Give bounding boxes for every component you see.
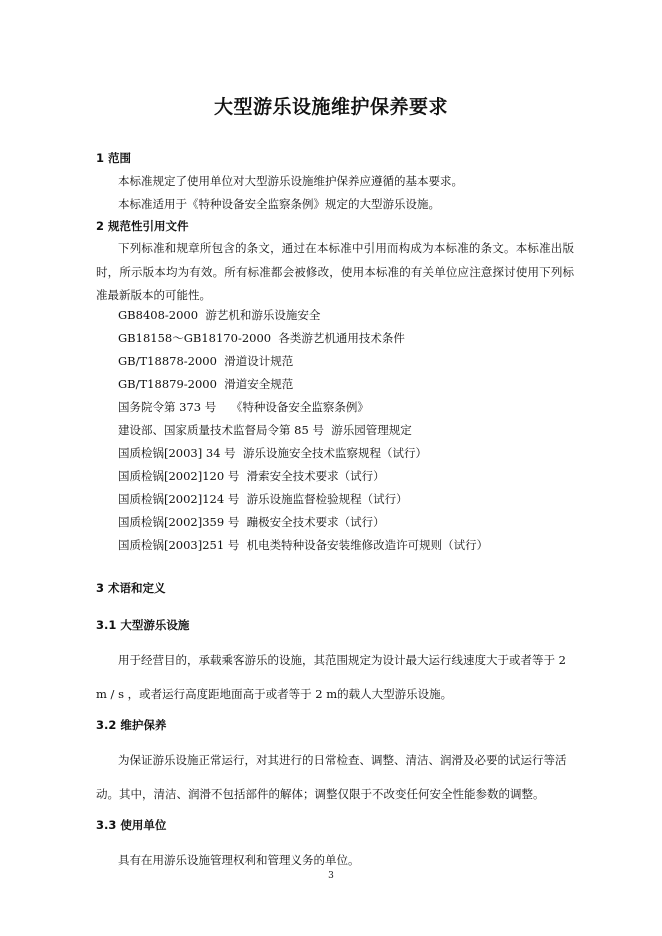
section-3-2-line-2: 动。其中，清洁、润滑不包括部件的解体；调整仅限于不改变任何安全性能参数的调整。	[96, 787, 545, 801]
section-3-3-heading: 3.3 使用单位	[96, 818, 167, 832]
reference-item: 国质检锅[2003] 34 号 游乐设施安全技术监察规程（试行）	[118, 446, 427, 460]
section-1-line-2: 本标准适用于《特种设备安全监察条例》规定的大型游乐设施。	[118, 197, 440, 211]
reference-item: GB/T18878-2000 滑道设计规范	[118, 354, 294, 368]
reference-item: 国质检锅[2003]251 号 机电类特种设备安装维修改造许可规则（试行）	[118, 538, 489, 552]
reference-item: 国质检锅[2002]124 号 游乐设施监督检验规程（试行）	[118, 492, 408, 506]
section-3-heading: 3 术语和定义	[96, 581, 166, 595]
reference-item: 国质检锅[2002]120 号 滑索安全技术要求（试行）	[118, 469, 385, 483]
reference-item: GB18158～GB18170-2000 各类游艺机通用技术条件	[118, 331, 405, 345]
section-2-heading: 2 规范性引用文件	[96, 219, 189, 233]
section-3-1-line-1: 用于经营目的，承载乘客游乐的设施，其范围规定为设计最大运行线速度大于或者等于 2	[118, 653, 566, 667]
section-3-1-heading: 3.1 大型游乐设施	[96, 618, 190, 632]
section-3-2-heading: 3.2 维护保养	[96, 718, 167, 732]
section-3-1-line-2: m / s ，或者运行高度距地面高于或者等于 2 m的载人大型游乐设施。	[96, 687, 453, 701]
section-3-2-line-1: 为保证游乐设施正常运行，对其进行的日常检查、调整、清洁、润滑及必要的试运行等活	[118, 753, 567, 767]
section-1-line-1: 本标准规定了使用单位对大型游乐设施维护保养应遵循的基本要求。	[118, 174, 463, 188]
section-3-3-line-1: 具有在用游乐设施管理权利和管理义务的单位。	[118, 853, 360, 867]
reference-item: 国质检锅[2002]359 号 蹦极安全技术要求（试行）	[118, 515, 385, 529]
section-2-intro: 下列标准和规章所包含的条文，通过在本标准中引用而构成为本标准的条文。本标准出版时，所示版本均为有效。所有标准都会被修改，使用本标准的有关单位应注意探讨使用下列标准最新版本的可能性。	[96, 241, 574, 302]
reference-item: 国务院令第 373 号 《特种设备安全监察条例》	[118, 400, 369, 414]
reference-item: GB/T18879-2000 滑道安全规范	[118, 377, 294, 391]
page-number: 3	[328, 871, 334, 881]
reference-item: 建设部、国家质量技术监督局令第 85 号 游乐园管理规定	[118, 423, 412, 437]
section-1-heading: 1 范围	[96, 151, 132, 165]
document-title: 大型游乐设施维护保养要求	[213, 96, 448, 118]
reference-item: GB8408-2000 游艺机和游乐设施安全	[118, 308, 321, 322]
